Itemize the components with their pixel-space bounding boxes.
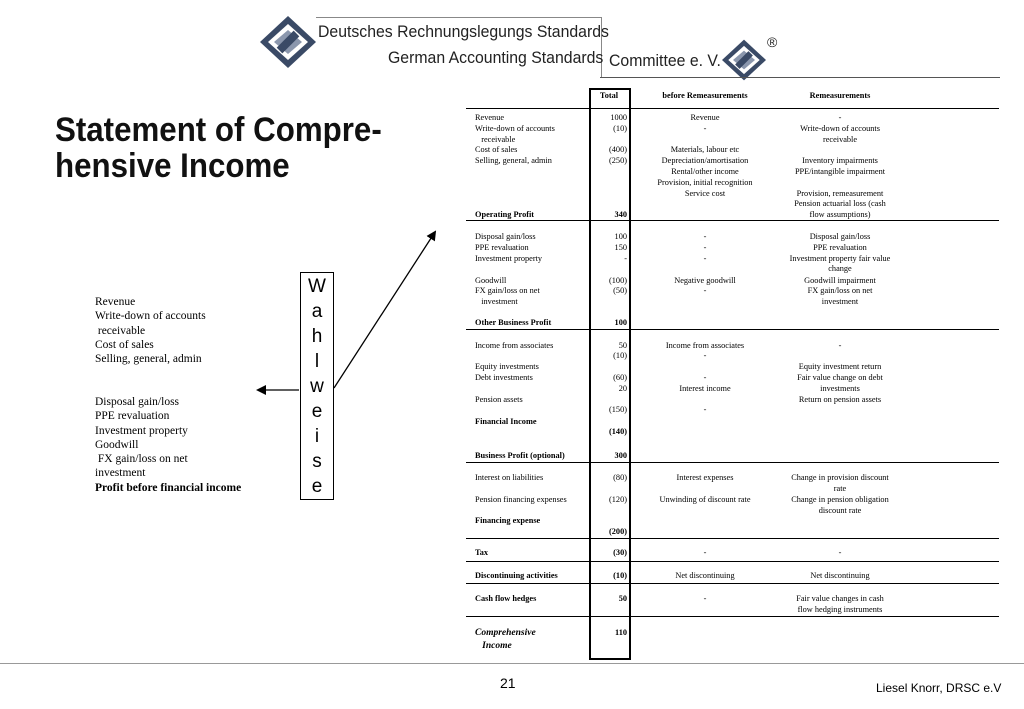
row-remeas: Fair value change on debt [797,373,883,382]
row-total: - [624,254,627,263]
row-before: - [703,232,707,241]
header-org-en: German Accounting Standards [388,48,604,67]
row-label: Pension financing expenses [475,495,567,504]
left-item: investment [95,467,146,480]
row-label: Tax [475,548,489,557]
row-total: (30) [613,548,627,557]
row-total: (60) [613,373,627,382]
row-before: Interest income [679,384,731,393]
row-label: Revenue [475,113,505,122]
row-label: investment [475,297,518,306]
table-rule [466,462,999,463]
row-remeas: PPE/intangible impairment [794,167,886,176]
title-line-1: Statement of Compre- [55,111,382,149]
row-label: Interest on liabilities [475,473,544,482]
left-item: PPE revaluation [95,410,170,423]
left-item: receivable [95,324,146,337]
table-rule [466,583,999,584]
row-before: - [703,243,707,252]
row-total: 300 [614,451,627,460]
row-remeas: rate [833,484,847,493]
row-remeas: FX gain/loss on net [807,286,873,295]
row-total: 50 [618,341,627,350]
row-total: (10) [613,124,627,133]
row-remeas: Change in provision discount [791,473,889,482]
row-before: - [703,548,707,557]
row-remeas: flow assumptions) [809,210,871,219]
vertical-letter: e [311,401,323,422]
header-committee: Committee e. V. [609,51,721,70]
footer-rule [0,663,1024,664]
row-total: 100 [614,232,627,241]
row-before: Net discontinuing [675,571,735,580]
row-label: Equity investments [475,362,539,371]
row-remeas: investment [821,297,859,306]
row-before: - [703,124,707,133]
vertical-letter: a [311,301,323,322]
left-item: FX gain/loss on net [95,453,188,466]
row-label: Goodwill [475,276,507,285]
vertical-letter: l [314,351,320,372]
row-before: - [703,286,707,295]
row-remeas: Inventory impairments [802,156,878,165]
row-before: Service cost [684,189,726,198]
row-total: (200) [609,527,627,536]
row-remeas: - [838,113,842,122]
row-label: Discontinuing activities [475,571,558,580]
row-total: (400) [609,145,627,154]
table-rule [466,561,999,562]
table-rule [466,220,999,221]
row-remeas: discount rate [818,506,862,515]
row-before: Provision, initial recognition [657,178,753,187]
row-before: Unwinding of discount rate [659,495,751,504]
vertical-letter: w [310,376,324,397]
row-total: 340 [614,210,627,219]
row-remeas: Disposal gain/loss [809,232,871,241]
row-total: (10) [613,571,627,580]
row-label: Cost of sales [475,145,518,154]
row-before: - [703,254,707,263]
row-label: Cash flow hedges [475,594,537,603]
row-label: Income [475,641,512,651]
left-item: Revenue [95,296,136,308]
row-total: 1000 [610,113,627,122]
left-item: Investment property [95,424,188,437]
left-item: Selling, general, admin [95,353,202,366]
row-before: - [703,373,707,382]
row-total: (140) [609,427,627,436]
row-label: receivable [475,135,516,144]
row-remeas: Investment property fair value [789,254,891,263]
vertical-letter: e [311,476,323,497]
row-label: Disposal gain/loss [475,232,536,241]
row-before: Rental/other income [671,167,739,176]
row-total: 50 [618,594,627,603]
row-before: Interest expenses [676,473,734,482]
left-item: Goodwill [95,438,139,451]
row-remeas: - [838,341,842,350]
row-label: Business Profit (optional) [475,451,565,460]
vertical-letter: W [308,276,326,297]
vertical-letter: i [314,426,320,447]
row-total: (10) [613,351,627,360]
left-item: Disposal gain/loss [95,396,180,408]
row-total: 150 [614,243,627,252]
arrow-up-right [334,232,435,388]
registered-mark: ® [767,34,778,50]
row-before: Revenue [690,113,720,122]
header-before: before Remeasurements [662,91,748,100]
table-rule [466,329,999,330]
row-remeas: Goodwill impairment [804,276,876,285]
footer-author: Liesel Knorr, DRSC e.V [876,681,1002,695]
row-label: Other Business Profit [475,318,552,327]
row-total: 20 [618,384,627,393]
row-label: Pension assets [475,395,523,404]
row-label: Comprehensive [475,628,536,638]
left-item: Cost of sales [95,338,154,351]
left-item: Write-down of accounts [95,310,206,323]
row-total: (250) [609,156,627,165]
row-before: Depreciation/amortisation [661,156,749,165]
row-label: Income from associates [475,341,554,350]
row-before: - [703,594,707,603]
vertical-letter: h [311,326,323,347]
row-label: Write-down of accounts [475,124,555,133]
row-label: Financing expense [475,516,541,525]
row-remeas: Pension actuarial loss (cash [794,199,886,208]
row-before: Materials, labour etc [670,145,740,154]
page-number: 21 [500,675,516,691]
rule-header [466,108,999,109]
row-total: (80) [613,473,627,482]
row-remeas: Change in pension obligation [791,495,889,504]
row-total: (100) [609,276,627,285]
row-remeas: receivable [822,135,858,144]
table-rule [466,616,999,617]
row-label: Financial Income [475,417,537,426]
row-remeas: investments [820,384,860,393]
row-label: FX gain/loss on net [475,286,540,295]
row-before: Income from associates [665,341,745,350]
title-line-2: hensive Income [55,147,290,185]
row-total: (120) [609,495,627,504]
row-label: Operating Profit [475,210,535,219]
row-remeas: Equity investment return [798,362,882,371]
row-remeas: Net discontinuing [810,571,870,580]
left-item-bold: Profit before financial income [95,481,242,494]
row-label: PPE revaluation [475,243,529,252]
row-label: Selling, general, admin [475,156,552,165]
row-total: (150) [609,405,627,414]
row-before: Negative goodwill [674,276,736,285]
row-remeas: Provision, remeasurement [796,189,884,198]
row-total: 100 [614,318,627,327]
row-label: Debt investments [475,373,533,382]
row-remeas: change [828,264,852,273]
row-label: Investment property [475,254,543,263]
row-remeas: - [838,548,842,557]
row-remeas: Write-down of accounts [800,124,880,133]
row-total: (50) [613,286,627,295]
header-remeasurements: Remeasurements [809,91,871,100]
row-before: - [703,351,707,360]
table-rule [466,538,999,539]
row-total: 110 [615,628,627,637]
vertical-letter: s [312,451,322,472]
header-org-de: Deutsches Rechnungslegungs Standards [318,22,609,41]
row-before: - [703,405,707,414]
row-remeas: flow hedging instruments [797,605,883,614]
header-total: Total [599,91,619,100]
row-remeas: Return on pension assets [798,395,882,404]
row-remeas: Fair value changes in cash [796,594,884,603]
row-remeas: PPE revaluation [813,243,867,252]
